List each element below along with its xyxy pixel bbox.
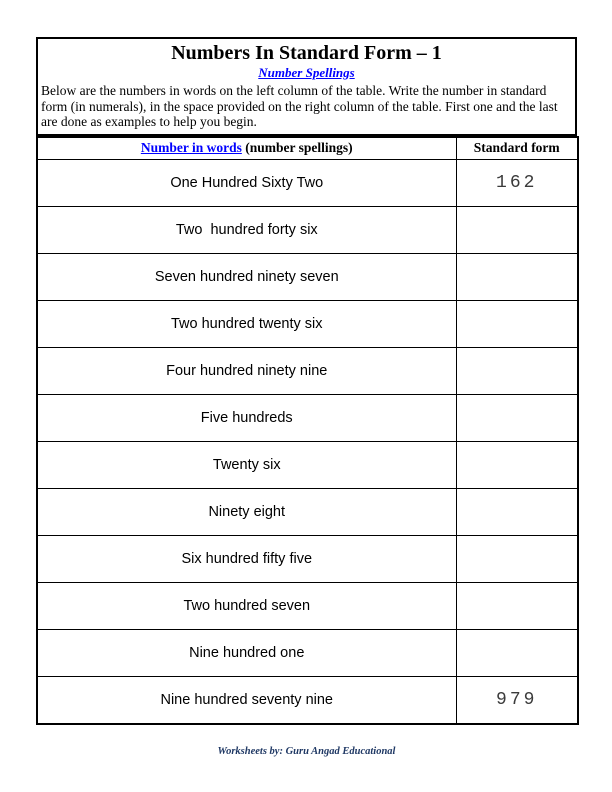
answer-cell[interactable] — [456, 489, 578, 536]
answer-cell[interactable]: 979 — [456, 677, 578, 724]
number-words-cell: Four hundred ninety nine — [37, 348, 456, 395]
column-header-standard: Standard form — [456, 137, 578, 160]
answer-cell[interactable] — [456, 348, 578, 395]
number-words-cell: Ninety eight — [37, 489, 456, 536]
number-words-cell: Two hundred twenty six — [37, 301, 456, 348]
number-words-cell: One Hundred Sixty Two — [37, 160, 456, 207]
answer-cell[interactable] — [456, 395, 578, 442]
number-spellings-link[interactable]: Number Spellings — [258, 65, 355, 80]
table-row — [37, 348, 578, 395]
table-row — [37, 536, 578, 583]
number-words-cell: Two hundred forty six — [37, 207, 456, 254]
numbers-table — [36, 136, 579, 725]
answer-cell[interactable]: 162 — [456, 160, 578, 207]
table-header-row — [37, 137, 578, 160]
table-row — [37, 395, 578, 442]
answer-cell[interactable] — [456, 207, 578, 254]
answer-cell[interactable] — [456, 536, 578, 583]
column-header-words-suffix: (number spellings) — [241, 140, 353, 156]
answer-cell[interactable] — [456, 630, 578, 677]
table-row — [37, 630, 578, 677]
number-words-cell: Six hundred fifty five — [37, 536, 456, 583]
table-row — [37, 442, 578, 489]
number-words-cell: Nine hundred one — [37, 630, 456, 677]
answer-cell[interactable] — [456, 583, 578, 630]
number-words-cell: Five hundreds — [37, 395, 456, 442]
number-words-cell: Nine hundred seventy nine — [37, 677, 456, 724]
worksheet-page — [36, 37, 577, 757]
table-row — [37, 160, 578, 207]
number-words-cell: Two hundred seven — [37, 583, 456, 630]
number-words-cell: Seven hundred ninety seven — [37, 254, 456, 301]
page-title: Numbers In Standard Form – 1 — [171, 42, 442, 64]
answer-cell[interactable] — [456, 301, 578, 348]
number-in-words-link[interactable]: Number in words — [140, 140, 242, 156]
instructions-text: Below are the numbers in words on the left column of the table. Write the number in standard form (in numerals), in the space provided on the right column of the table. First one and the last are done as examples to help you begin. — [41, 83, 558, 129]
answer-cell[interactable] — [456, 442, 578, 489]
number-words-cell: Twenty six — [37, 442, 456, 489]
table-row — [37, 301, 578, 348]
table-row — [37, 254, 578, 301]
subtitle-row — [41, 65, 572, 81]
column-header-words — [37, 137, 456, 160]
footer-credit: Worksheets by: Guru Angad Educational — [217, 745, 396, 757]
worksheet-header — [36, 37, 577, 136]
table-row — [37, 207, 578, 254]
table-row — [37, 489, 578, 536]
table-row — [37, 677, 578, 724]
table-row — [37, 583, 578, 630]
answer-cell[interactable] — [456, 254, 578, 301]
